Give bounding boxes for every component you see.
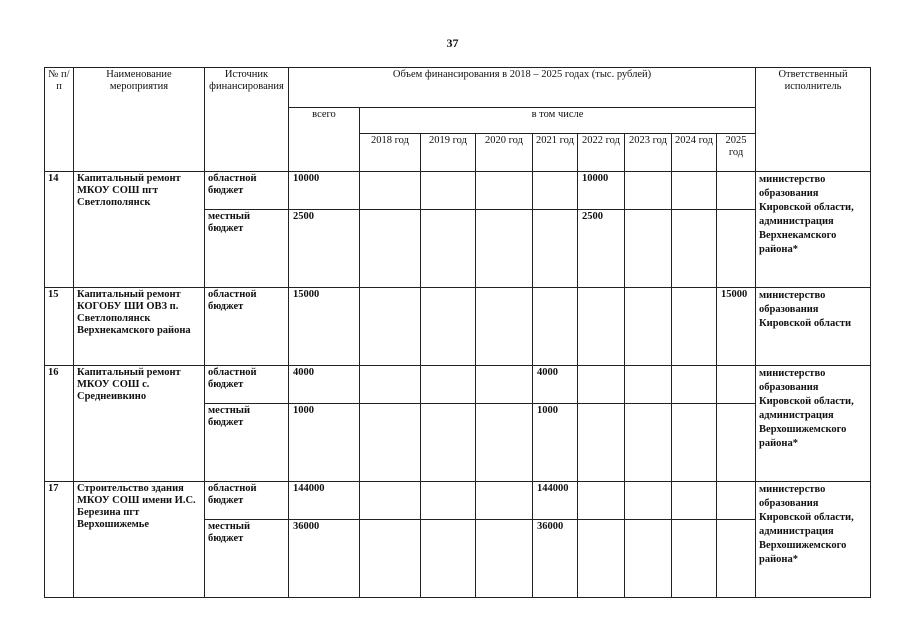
header-year: 2025 год <box>717 134 756 172</box>
funding-source: местный бюджет <box>205 210 289 288</box>
year-amount <box>717 404 756 482</box>
header-year: 2020 год <box>476 134 533 172</box>
financing-table <box>44 67 871 598</box>
row-number: 15 <box>45 288 74 366</box>
year-amount <box>533 288 578 366</box>
year-amount <box>476 520 533 598</box>
year-amount <box>421 172 476 210</box>
total-amount: 144000 <box>289 482 360 520</box>
year-amount <box>421 288 476 366</box>
funding-source: местный бюджет <box>205 404 289 482</box>
year-amount <box>476 172 533 210</box>
total-amount: 15000 <box>289 288 360 366</box>
year-amount <box>672 482 717 520</box>
responsible-executor: министерство образования Кировской области, администрация Верхнекамского района* <box>756 172 871 288</box>
year-amount <box>578 482 625 520</box>
activity-name: Капитальный ремонт МКОУ СОШ с. Среднеивкино <box>74 366 205 482</box>
header-year: 2018 год <box>360 134 421 172</box>
year-amount <box>672 520 717 598</box>
year-amount <box>672 210 717 288</box>
year-amount <box>717 482 756 520</box>
year-amount <box>672 288 717 366</box>
year-amount: 144000 <box>533 482 578 520</box>
table-row <box>45 366 871 404</box>
total-amount: 1000 <box>289 404 360 482</box>
year-amount <box>625 288 672 366</box>
year-amount <box>360 520 421 598</box>
year-amount <box>625 520 672 598</box>
header-source: Источник финансирования <box>205 68 289 172</box>
year-amount <box>625 404 672 482</box>
year-amount: 10000 <box>578 172 625 210</box>
year-amount <box>533 172 578 210</box>
year-amount <box>672 366 717 404</box>
header-year: 2021 год <box>533 134 578 172</box>
table-row <box>45 482 871 520</box>
year-amount: 4000 <box>533 366 578 404</box>
year-amount <box>717 520 756 598</box>
year-amount <box>360 404 421 482</box>
responsible-executor: министерство образования Кировской области, администрация Верхошижемского района* <box>756 482 871 598</box>
total-amount: 36000 <box>289 520 360 598</box>
year-amount <box>717 210 756 288</box>
table-row <box>45 172 871 210</box>
total-amount: 2500 <box>289 210 360 288</box>
header-including: в том числе <box>360 108 756 134</box>
row-number: 14 <box>45 172 74 288</box>
row-number: 16 <box>45 366 74 482</box>
year-amount <box>476 482 533 520</box>
year-amount <box>533 210 578 288</box>
total-amount: 4000 <box>289 366 360 404</box>
header-year: 2024 год <box>672 134 717 172</box>
activity-name: Капитальный ремонт МКОУ СОШ пгт Светлополянск <box>74 172 205 288</box>
funding-source: областной бюджет <box>205 288 289 366</box>
page-number: 37 <box>446 36 459 50</box>
header-total: всего <box>289 108 360 172</box>
year-amount <box>421 482 476 520</box>
row-number: 17 <box>45 482 74 598</box>
year-amount <box>578 520 625 598</box>
year-amount <box>360 366 421 404</box>
year-amount <box>578 288 625 366</box>
year-amount <box>625 482 672 520</box>
year-amount <box>672 172 717 210</box>
year-amount: 1000 <box>533 404 578 482</box>
year-amount <box>476 404 533 482</box>
header-year: 2023 год <box>625 134 672 172</box>
total-amount: 10000 <box>289 172 360 210</box>
activity-name: Строительство здания МКОУ СОШ имени И.С. Березина пгт Верхошижемье <box>74 482 205 598</box>
year-amount: 2500 <box>578 210 625 288</box>
funding-source: областной бюджет <box>205 172 289 210</box>
funding-source: местный бюджет <box>205 520 289 598</box>
year-amount: 36000 <box>533 520 578 598</box>
header-year: 2022 год <box>578 134 625 172</box>
year-amount <box>476 210 533 288</box>
year-amount <box>672 404 717 482</box>
year-amount <box>360 288 421 366</box>
year-amount <box>360 210 421 288</box>
year-amount <box>360 172 421 210</box>
year-amount <box>360 482 421 520</box>
header-responsible: Ответственный исполнитель <box>756 68 871 172</box>
year-amount <box>476 366 533 404</box>
year-amount <box>421 404 476 482</box>
header-num: № п/п <box>45 68 74 172</box>
year-amount <box>578 404 625 482</box>
header-name: Наименование мероприятия <box>74 68 205 172</box>
header-volume: Объем финансирования в 2018 – 2025 годах (тыс. рублей) <box>289 68 756 108</box>
year-amount <box>625 210 672 288</box>
funding-source: областной бюджет <box>205 366 289 404</box>
year-amount: 15000 <box>717 288 756 366</box>
year-amount <box>421 210 476 288</box>
year-amount <box>578 366 625 404</box>
year-amount <box>625 366 672 404</box>
responsible-executor: министерство образования Кировской области <box>756 288 871 366</box>
year-amount <box>717 366 756 404</box>
activity-name: Капитальный ремонт КОГОБУ ШИ ОВЗ п. Светлополянск Верхнекамского района <box>74 288 205 366</box>
table-row <box>45 288 871 366</box>
year-amount <box>421 366 476 404</box>
header-year: 2019 год <box>421 134 476 172</box>
year-amount <box>625 172 672 210</box>
responsible-executor: министерство образования Кировской области, администрация Верхошижемского района* <box>756 366 871 482</box>
year-amount <box>717 172 756 210</box>
year-amount <box>476 288 533 366</box>
year-amount <box>421 520 476 598</box>
funding-source: областной бюджет <box>205 482 289 520</box>
